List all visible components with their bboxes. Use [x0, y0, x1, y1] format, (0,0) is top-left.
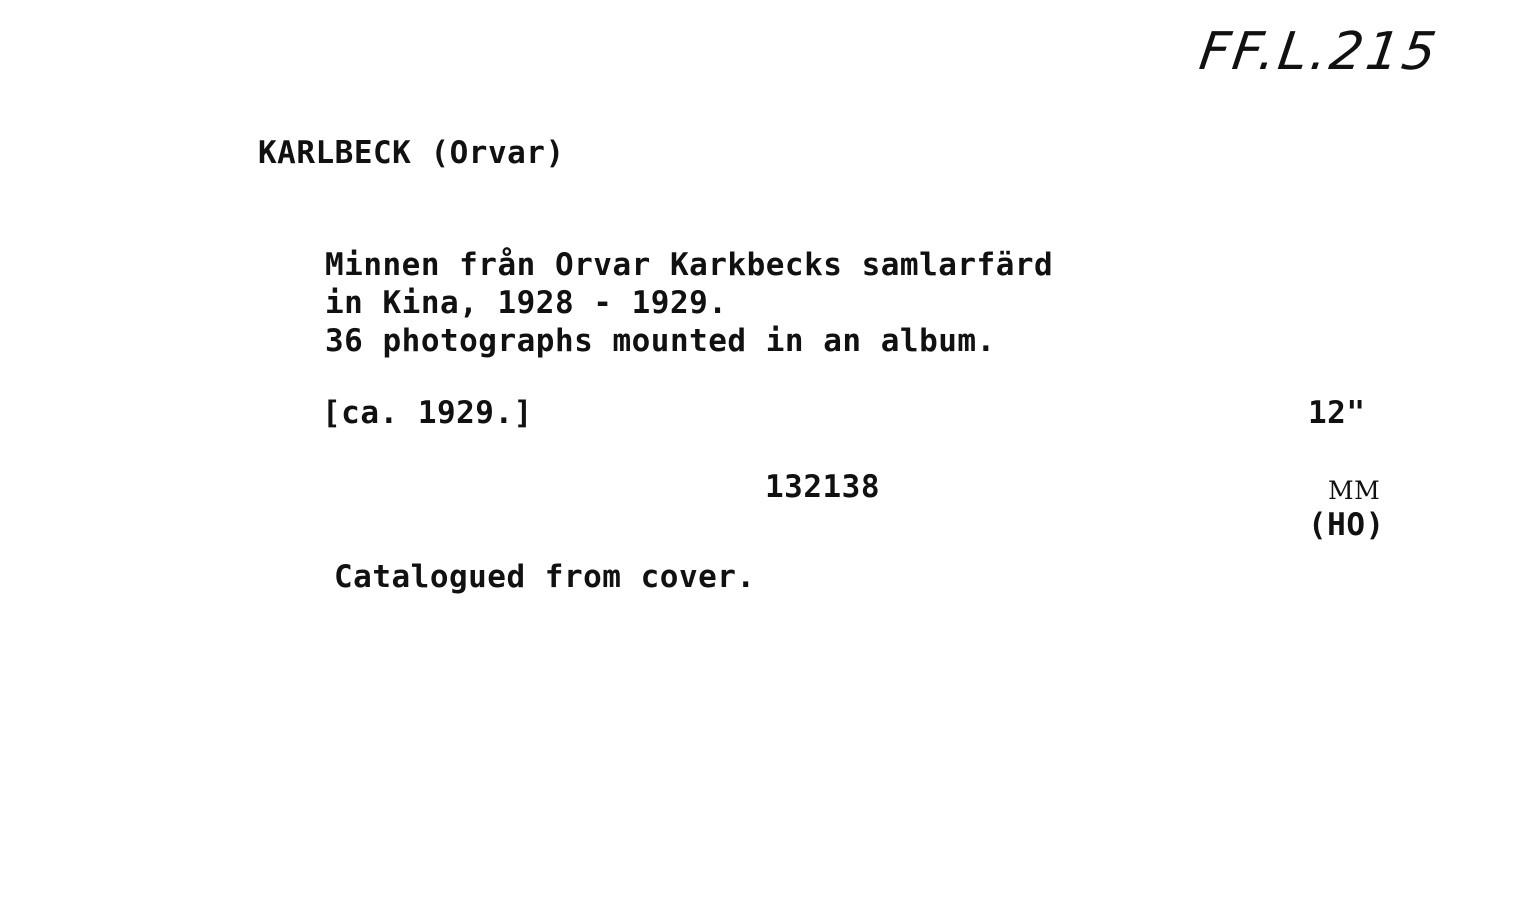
description-line: 36 photographs mounted in an album.	[325, 323, 996, 359]
accession-number: 132138	[765, 469, 880, 505]
size-field: 12"	[1308, 395, 1366, 431]
author-heading: KARLBECK (Orvar)	[258, 135, 565, 171]
title-line: in Kina, 1928 - 1929.	[325, 285, 728, 321]
date-field: [ca. 1929.]	[322, 395, 533, 431]
catalogue-note: Catalogued from cover.	[334, 559, 756, 595]
handwritten-shelfmark: FF.L.215	[1195, 22, 1443, 82]
location-sub-code: (HO)	[1308, 507, 1385, 543]
location-code: MM	[1328, 476, 1381, 505]
title-line: Minnen från Orvar Karkbecks samlarfärd	[325, 247, 1054, 283]
